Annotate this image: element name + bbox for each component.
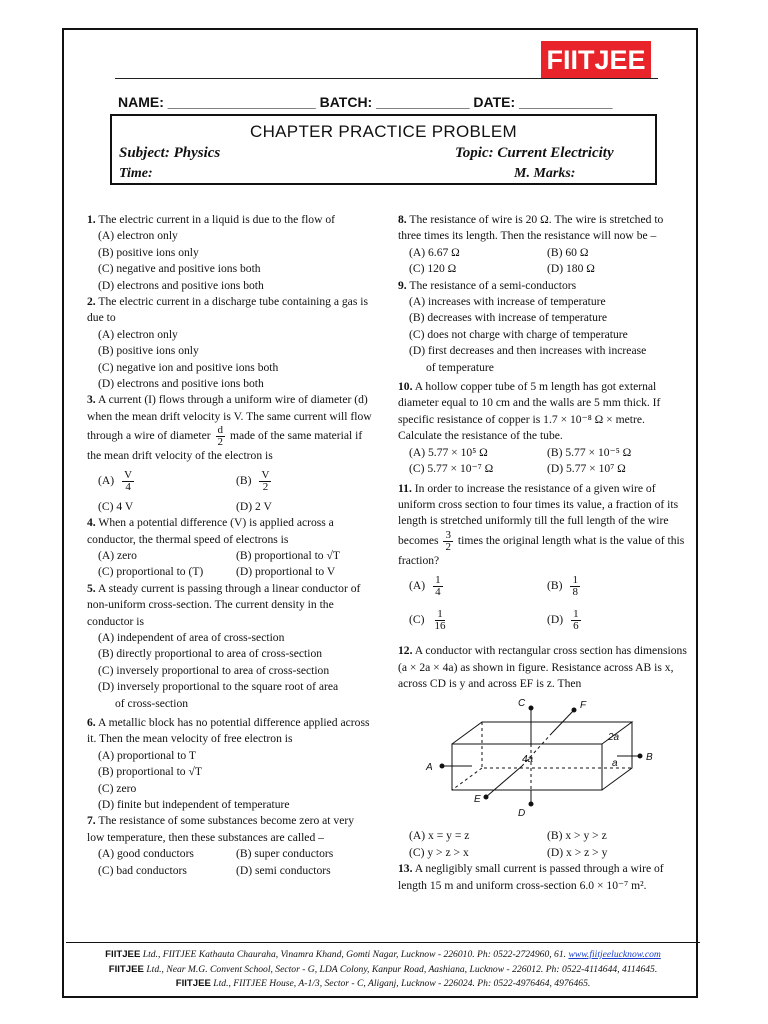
fiitjee-logo: FIITJEE [541, 41, 651, 79]
question-2: 2. The electric current in a discharge tube containing a gas is due to (A) electron only (B) positive ions only (C) negative ion and positive ions both (D) electrons and positive ions both [87, 295, 368, 391]
question-13: 13. A negligibly small current is passed through a wire of length 15 m and uniform cross-section 6.0 × 10⁻⁷ m². [398, 862, 664, 892]
time-label: Time: [119, 166, 153, 181]
footer-line-1: FIITJEE Ltd., FIITJEE Kathauta Chauraha, Vinamra Khand, Gomti Nagar, Lucknow - 226010. Ph: 0522-2724960, 61. www.fiitjeelucknow.com [105, 949, 661, 960]
question-9: 9. The resistance of a semi-conductors (A) increases with increase of temperature (B) decreases with increase of temperature (C) does not charge with charge of temperature (D) first decreases and then increases with increase of temperature [398, 278, 647, 374]
question-1: 1. The electric current in a liquid is due to the flow of (A) electron only (B) positive ions only (C) negative and positive ions both (D) electrons and positive ions both [87, 213, 336, 292]
question-8: 8. The resistance of wire is 20 Ω. The wire is stretched to three times its length. Then the resistance will now be – (A) 6.67 Ω (B) 60 Ω (C) 120 Ω (D) 180 Ω [398, 213, 664, 276]
point-f [572, 708, 577, 713]
point-a [440, 764, 445, 769]
label-d: D [518, 808, 526, 820]
question-12: 12. A conductor with rectangular cross section has dimensions (a × 2a × 4a) as shown in figure. Resistance across AB is x, across CD is y and across EF is z. Then C F A B E D 2a 4a a (A) x = y = z (B) x > y > z (C) y > z > x (D) x > z > y [398, 644, 687, 859]
fraction-3-over-2: $\frac{3}{2}$ [445, 528, 451, 553]
point-c [529, 706, 534, 711]
left-column [87, 212, 372, 879]
footer-line-2: FIITJEE Ltd., Near M.G. Convent School, Sector - G, LDA Colony, Kanpur Road, Aashiana, Lucknow - 226012. Ph: 0522-4114644, 4114645. [108, 963, 658, 975]
label-a: A [426, 762, 433, 774]
footer-line-3: FIITJEE Ltd., FIITJEE House, A-1/3, Sector - C, Aliganj, Lucknow - 226024. Ph: 0522-4976464, 4976465. [175, 978, 591, 989]
marks-label: M. Marks: [514, 166, 576, 181]
q11-options-ab: (A) $\frac{1}{4}$ (B) $\frac{1}{8}$ [409, 573, 578, 598]
question-10: 10. A hollow copper tube of 5 m length has got external diameter equal to 10 cm and the walls are 5 mm thick. If specific resistance of copper is 1.7 × 10⁻⁸ Ω × metre. Calculate the resistance of the tube. (A) 5.77 × 10⁵ Ω (B) 5.77 × 10⁻⁵ Ω (C) 5.77 × 10⁻⁷ Ω (D) 5.77 × 10⁷ Ω [398, 380, 661, 476]
question-3: 3. A current (I) flows through a uniform wire of diameter (d) when the mean drift velocity is V. The same current will flow through a wire of diameter $\frac{d}{2}$ made of the same material if the mean drift velocity of the electron is (A) $\frac{V}{4}$ (B) $\frac{V}{2}$ (C) 4 V (D) 2 V [87, 393, 372, 513]
footer [66, 948, 700, 992]
label-e: E [474, 794, 481, 806]
label-f: F [580, 700, 587, 712]
subject-label: Subject: Physics [119, 145, 221, 161]
label-2a: 2a [608, 732, 620, 744]
point-b [638, 754, 643, 759]
conductor-block-diagram [402, 696, 662, 824]
name-batch-date-row: NAME: ___________________ BATCH: ____________ DATE: ____________ [118, 94, 613, 110]
page-title: CHAPTER PRACTICE PROBLEM [250, 122, 517, 141]
point-d [529, 802, 534, 807]
question-11: 11. In order to increase the resistance of a given wire of uniform cross section to four times its value, a fraction of its length is stretched uniformly till the full length of the wire becomes $\frac{3}{2}$ times the original length what is the value of this fraction? (A) $\frac{1}{4}$ (B) $\frac{1}{8}$ (C) $\frac{1}{16}$ (D) $\frac{1}{6}$ [398, 481, 688, 638]
topic-label: Topic: Current Electricity [455, 145, 614, 161]
question-4: 4. When a potential difference (V) is applied across a conductor, the thermal speed of electrons is (A) zero (B) proportional to √T (C) proportional to (T) (D) proportional to V [87, 516, 340, 579]
label-a-small: a [612, 758, 618, 770]
title-box [110, 114, 657, 185]
point-e [484, 795, 489, 800]
q3-options-ab: (A) $\frac{V}{4}$ (B) $\frac{V}{2}$ [98, 469, 270, 494]
label-b: B [646, 752, 653, 764]
block-figure [402, 696, 662, 824]
question-6: 6. A metallic block has no potential difference applied across it. Then the mean velocity of free electron is (A) proportional to T (B) proportional to √T (C) zero (D) finite but independent of temperature [87, 715, 370, 811]
label-4a: 4a [522, 754, 534, 766]
right-column [398, 212, 688, 894]
q11-options-cd: (C) $\frac{1}{16}$ (D) $\frac{1}{6}$ [409, 607, 579, 632]
website-link[interactable]: www.fiitjeelucknow.com [568, 949, 661, 960]
question-7: 7. The resistance of some substances become zero at very low temperature, then these substances are called – (A) good conductors (B) super conductors (C) bad conductors (D) semi conductors [87, 814, 355, 877]
header-rule [115, 78, 658, 79]
footer-rule [66, 942, 700, 943]
question-5: 5. A steady current is passing through a linear conductor of non-uniform cross-section. The current density in the conductor is (A) independent of area of cross-section (B) directly proportional to area of cross-section (C) inversely proportional to area of cross-section (D) inversely proportional to the square root of area of cross-section [87, 581, 361, 710]
fraction-d-over-2: $\frac{d}{2}$ [217, 424, 224, 449]
label-c: C [518, 698, 526, 710]
